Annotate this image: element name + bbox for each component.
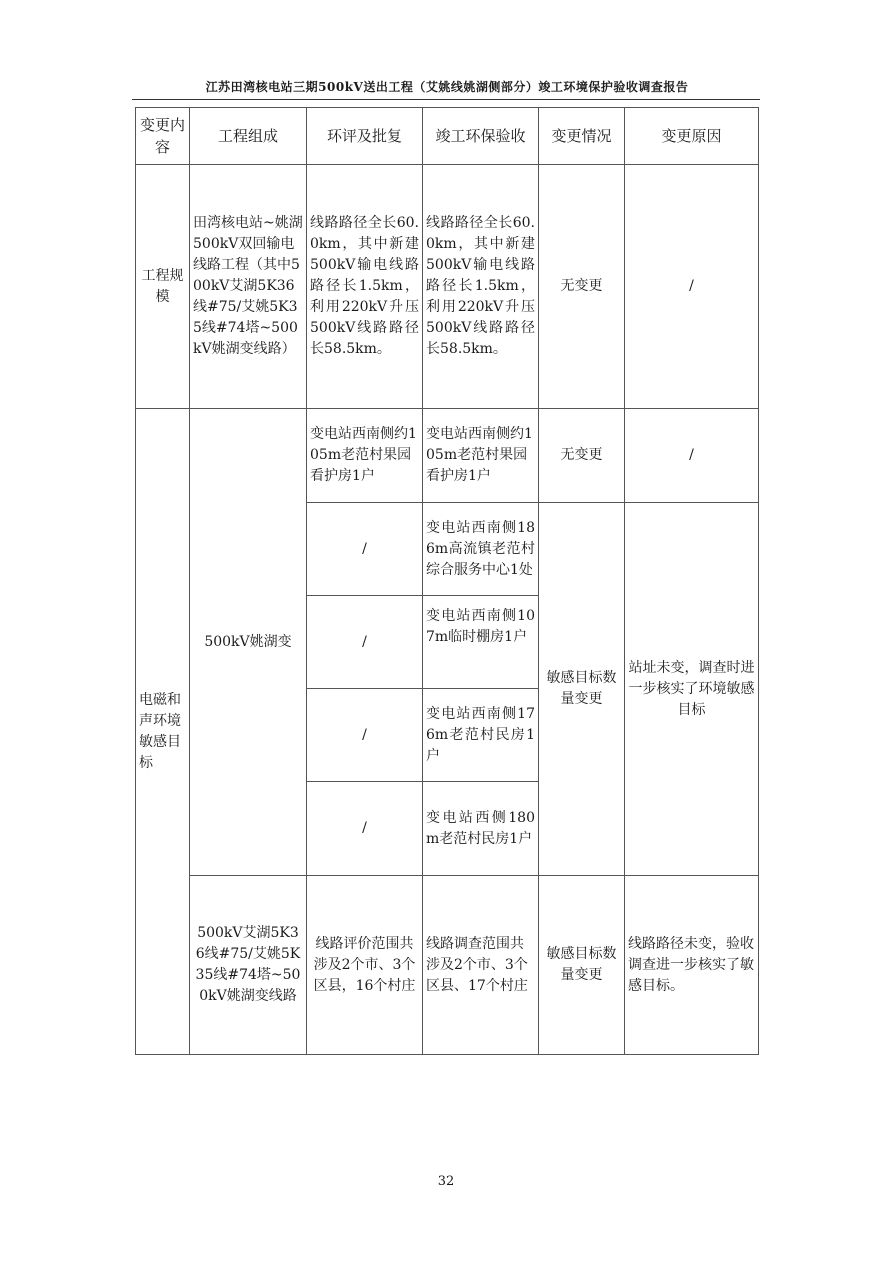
column-header: 工程组成	[190, 108, 307, 165]
change-cell: 无变更	[539, 165, 625, 409]
reason-cell: /	[625, 409, 759, 503]
acceptance-cell: 变电站西南侧186m高流镇老范村综合服务中心1处	[423, 503, 539, 596]
composition-cell: 500kV姚湖变	[190, 409, 307, 876]
composition-cell: 500kV艾湖5K36线#75/艾姚5K35线#74塔~500kV姚湖变线路	[190, 876, 307, 1055]
eia-cell: 变电站西南侧约105m老范村果园看护房1户	[307, 409, 423, 503]
change-comparison-table	[135, 107, 759, 1055]
reason-cell: /	[625, 165, 759, 409]
acceptance-cell: 变电站西侧180m老范村民房1户	[423, 782, 539, 876]
eia-cell: /	[307, 689, 423, 782]
composition-cell: 田湾核电站~姚湖500kV双回输电线路工程（其中500kV艾湖5K36线#75/艾姚5K35线#74塔~500kV姚湖变线路）	[190, 165, 307, 409]
eia-cell: 线路路径全长60.0km，其中新建500kV输电线路路径长1.5km，利用220kV升压500kV线路路径长58.5km。	[307, 165, 423, 409]
table-header-row	[136, 108, 759, 165]
column-header: 变更内容	[136, 108, 190, 165]
category-cell: 工程规模	[136, 165, 190, 409]
acceptance-cell: 变电站西南侧107m临时棚房1户	[423, 596, 539, 689]
eia-cell: /	[307, 503, 423, 596]
column-header: 环评及批复	[307, 108, 423, 165]
change-cell: 敏感目标数量变更	[539, 876, 625, 1055]
eia-cell: 线路评价范围共涉及2个市、3个区县，16个村庄	[307, 876, 423, 1055]
reason-cell: 线路路径未变，验收调查进一步核实了敏感目标。	[625, 876, 759, 1055]
column-header: 变更情况	[539, 108, 625, 165]
page-header: 江苏田湾核电站三期500kV送出工程（艾姚线姚湖侧部分）竣工环境保护验收调查报告	[205, 80, 689, 94]
acceptance-cell: 线路调查范围共涉及2个市、3个区县、17个村庄	[423, 876, 539, 1055]
eia-cell: /	[307, 596, 423, 689]
page-number: 32	[437, 1174, 455, 1189]
acceptance-cell: 变电站西南侧176m老范村民房1户	[423, 689, 539, 782]
table-row	[136, 165, 759, 409]
column-header: 竣工环保验收	[423, 108, 539, 165]
table-row	[136, 409, 759, 503]
header-rule	[132, 99, 760, 100]
eia-cell: /	[307, 782, 423, 876]
reason-cell: 站址未变，调查时进一步核实了环境敏感目标	[625, 503, 759, 876]
change-cell: 敏感目标数量变更	[539, 503, 625, 876]
acceptance-cell: 变电站西南侧约105m老范村果园看护房1户	[423, 409, 539, 503]
table-row	[136, 876, 759, 1055]
acceptance-cell: 线路路径全长60.0km，其中新建500kV输电线路路径长1.5km，利用220kV升压500kV线路路径长58.5km。	[423, 165, 539, 409]
category-cell: 电磁和声环境敏感目标	[136, 409, 190, 1055]
column-header: 变更原因	[625, 108, 759, 165]
change-cell: 无变更	[539, 409, 625, 503]
